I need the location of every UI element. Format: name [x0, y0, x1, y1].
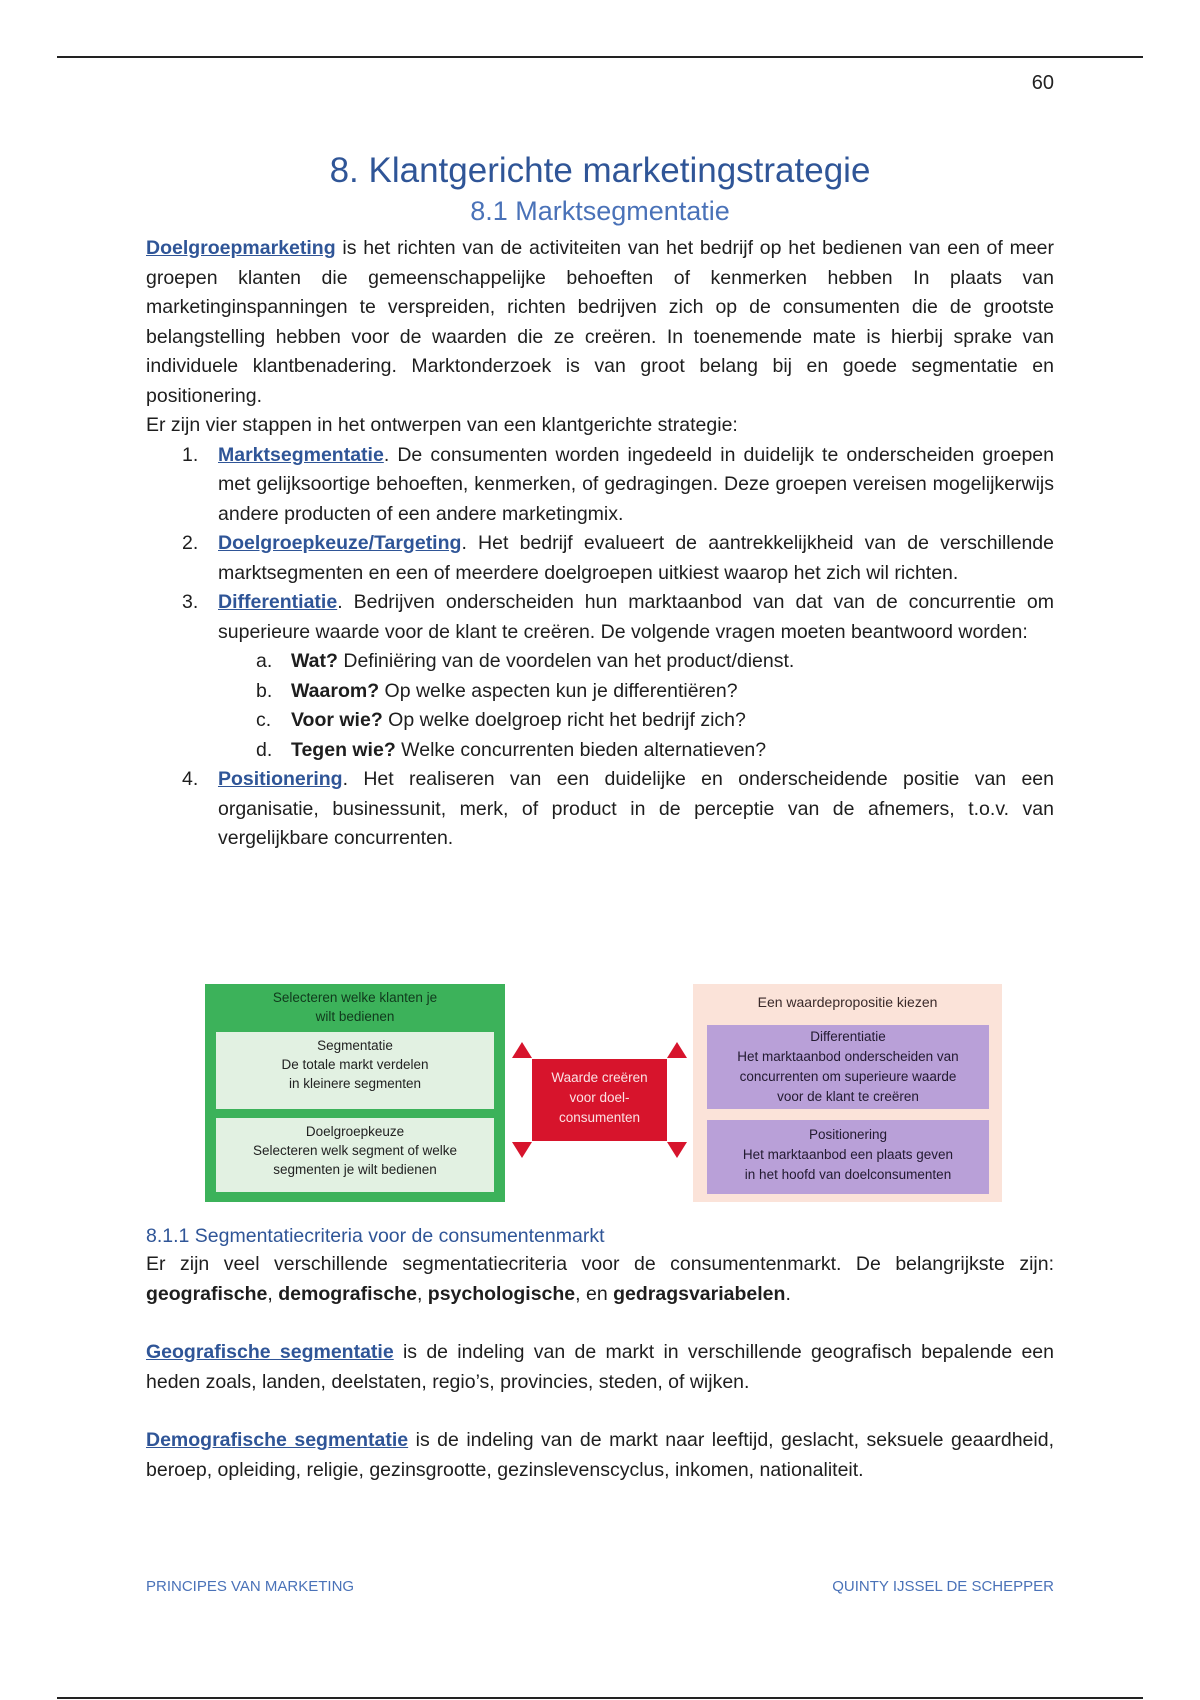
list-item: b. Waarom? Op welke aspecten kun je differentiëren?: [256, 679, 738, 702]
header-rule: [57, 56, 1143, 58]
value-proposition-box: [693, 984, 1002, 1202]
section-title: 8.1 Marktsegmentatie: [470, 196, 730, 226]
footer-author: QUINTY IJSSEL DE SCHEPPER: [832, 1578, 1054, 1595]
demo-paragraph: Demografische segmentatie is de indeling van de markt naar leeftijd, geslacht, seksuele geaardheid, beroep, opleiding, religie, gezinsgrootte, gezinslevenscyclus, inkomen, nationaliteit.: [146, 1429, 1054, 1481]
geo-paragraph: Geografische segmentatie is de indeling van de markt in verschillende geografisch bepalende een heden zoals, landen, deelstaten, regio’s, provincies, steden, of wijken.: [146, 1341, 1054, 1393]
list-item: 2. Doelgroepkeuze/Targeting. Het bedrijf evalueert de aantrekkelijkheid van de verschillende marktsegmenten en een of meerdere doelgroepen uitkiest waarop het zich wil richten.: [182, 532, 1054, 584]
main-content: [146, 148, 1054, 854]
list-item: 1. Marktsegmentatie. De consumenten worden ingedeeld in duidelijk te onderscheiden groepen met gelijksoortige behoeften, kenmerken, of gedragingen. Deze groepen vereisen mogelijkerwijs andere producten of een andere marketingmix.: [182, 443, 1054, 525]
arrow-down-right-icon: [667, 1142, 687, 1158]
term-differentiatie[interactable]: Differentiatie: [218, 591, 338, 613]
positioning-box: Positionering Het marktaanbod een plaats geven in het hoofd van doelconsumenten: [707, 1120, 989, 1194]
term-marktsegmentatie[interactable]: Marktsegmentatie: [218, 443, 384, 466]
arrow-up-right-icon: [667, 1042, 687, 1058]
list-item: c. Voor wie? Op welke doelgroep richt het bedrijf zich?: [256, 709, 746, 731]
questions-list: [218, 647, 1054, 765]
criteria-paragraph: Er zijn veel verschillende segmentatiecriteria voor de consumentenmarkt. De belangrijkste zijn: geografische, demografische, psychologische, en gedragsvariabelen.: [146, 1253, 1054, 1305]
subsection-title: 8.1.1 Segmentatiecriteria voor de consumentenmarkt: [146, 1225, 605, 1247]
arrow-down-left-icon: [512, 1142, 532, 1158]
list-item: a. Wat? Definiëring van de voordelen van het product/dienst.: [256, 650, 795, 672]
steps-list: [146, 441, 1054, 854]
term-demografische-segmentatie[interactable]: Demografische segmentatie: [146, 1429, 409, 1451]
term-doelgroepmarketing[interactable]: Doelgroepmarketing: [146, 237, 336, 259]
term-targeting[interactable]: Doelgroepkeuze/Targeting: [218, 532, 462, 554]
intro-paragraph: Doelgroepmarketing is het richten van de activiteiten van het bedrijf op het bedienen van een of meer groepen klanten die gemeenschappelijke behoeften of kenmerken hebben In plaats van marketinginspanningen te verspreiden, richten bedrijven zich op de consumenten die de grootste belangstelling hebben voor de waarden die ze creëren. In toenemende mate is hierbij sprake van individuele klantbenadering. Marktonderzoek is van groot belang bij en goede segmentatie en positionering.: [146, 237, 1054, 407]
list-item: 3. Differentiatie. Bedrijven onderscheiden hun marktaanbod van dat van de concurrentie om superieure waarde voor de klant te creëren. De volgende vragen moeten beantwoord worden: a. Wat? Definiëring van de voordelen van het product/dienst. b. Waarom? Op welke aspecten kun je differentiëren? c. Voor wie? Op welke doelgroep richt het bedrijf zich? d. Tegen wie? Welke concurrenten bieden alternatieven?: [146, 588, 1054, 765]
chapter-title: 8. Klantgerichte marketingstrategie: [329, 151, 871, 190]
term-geografische-segmentatie[interactable]: Geografische segmentatie: [146, 1341, 394, 1363]
value-creation-box: Waarde creëren voor doel- consumenten: [532, 1059, 667, 1141]
select-customers-box: [205, 984, 505, 1202]
arrow-up-left-icon: [512, 1042, 532, 1058]
segmentation-box: Segmentatie De totale markt verdelen in kleinere segmenten: [216, 1032, 494, 1109]
term-positionering[interactable]: Positionering: [218, 768, 343, 790]
list-item: 4. Positionering. Het realiseren van een duidelijke en onderscheidende positie van een organisatie, businessunit, merk, of product in de perceptie van de afnemers, t.o.v. van vergelijkbare concurrenten.: [182, 768, 1054, 849]
steps-intro: Er zijn vier stappen in het ontwerpen van een klantgerichte strategie:: [146, 414, 738, 436]
footer-rule: [57, 1697, 1143, 1699]
list-item: d. Tegen wie? Welke concurrenten bieden alternatieven?: [256, 738, 767, 761]
select-customers-header: Selecteren welke klanten je wilt bedienen: [272, 990, 438, 1024]
targeting-box: Doelgroepkeuze Selecteren welk segment of welke segmenten je wilt bedienen: [216, 1118, 494, 1192]
differentiation-box: Differentiatie Het marktaanbod onderscheiden van concurrenten om superieure waarde voor de klant te creëren: [707, 1025, 989, 1109]
footer-course: PRINCIPES VAN MARKETING: [146, 1578, 355, 1595]
segmentation-criteria-section: [146, 1222, 1054, 1485]
strategy-diagram: [205, 984, 1002, 1202]
value-proposition-header: Een waardepropositie kiezen: [757, 994, 938, 1010]
page-number: 60: [1031, 72, 1054, 94]
